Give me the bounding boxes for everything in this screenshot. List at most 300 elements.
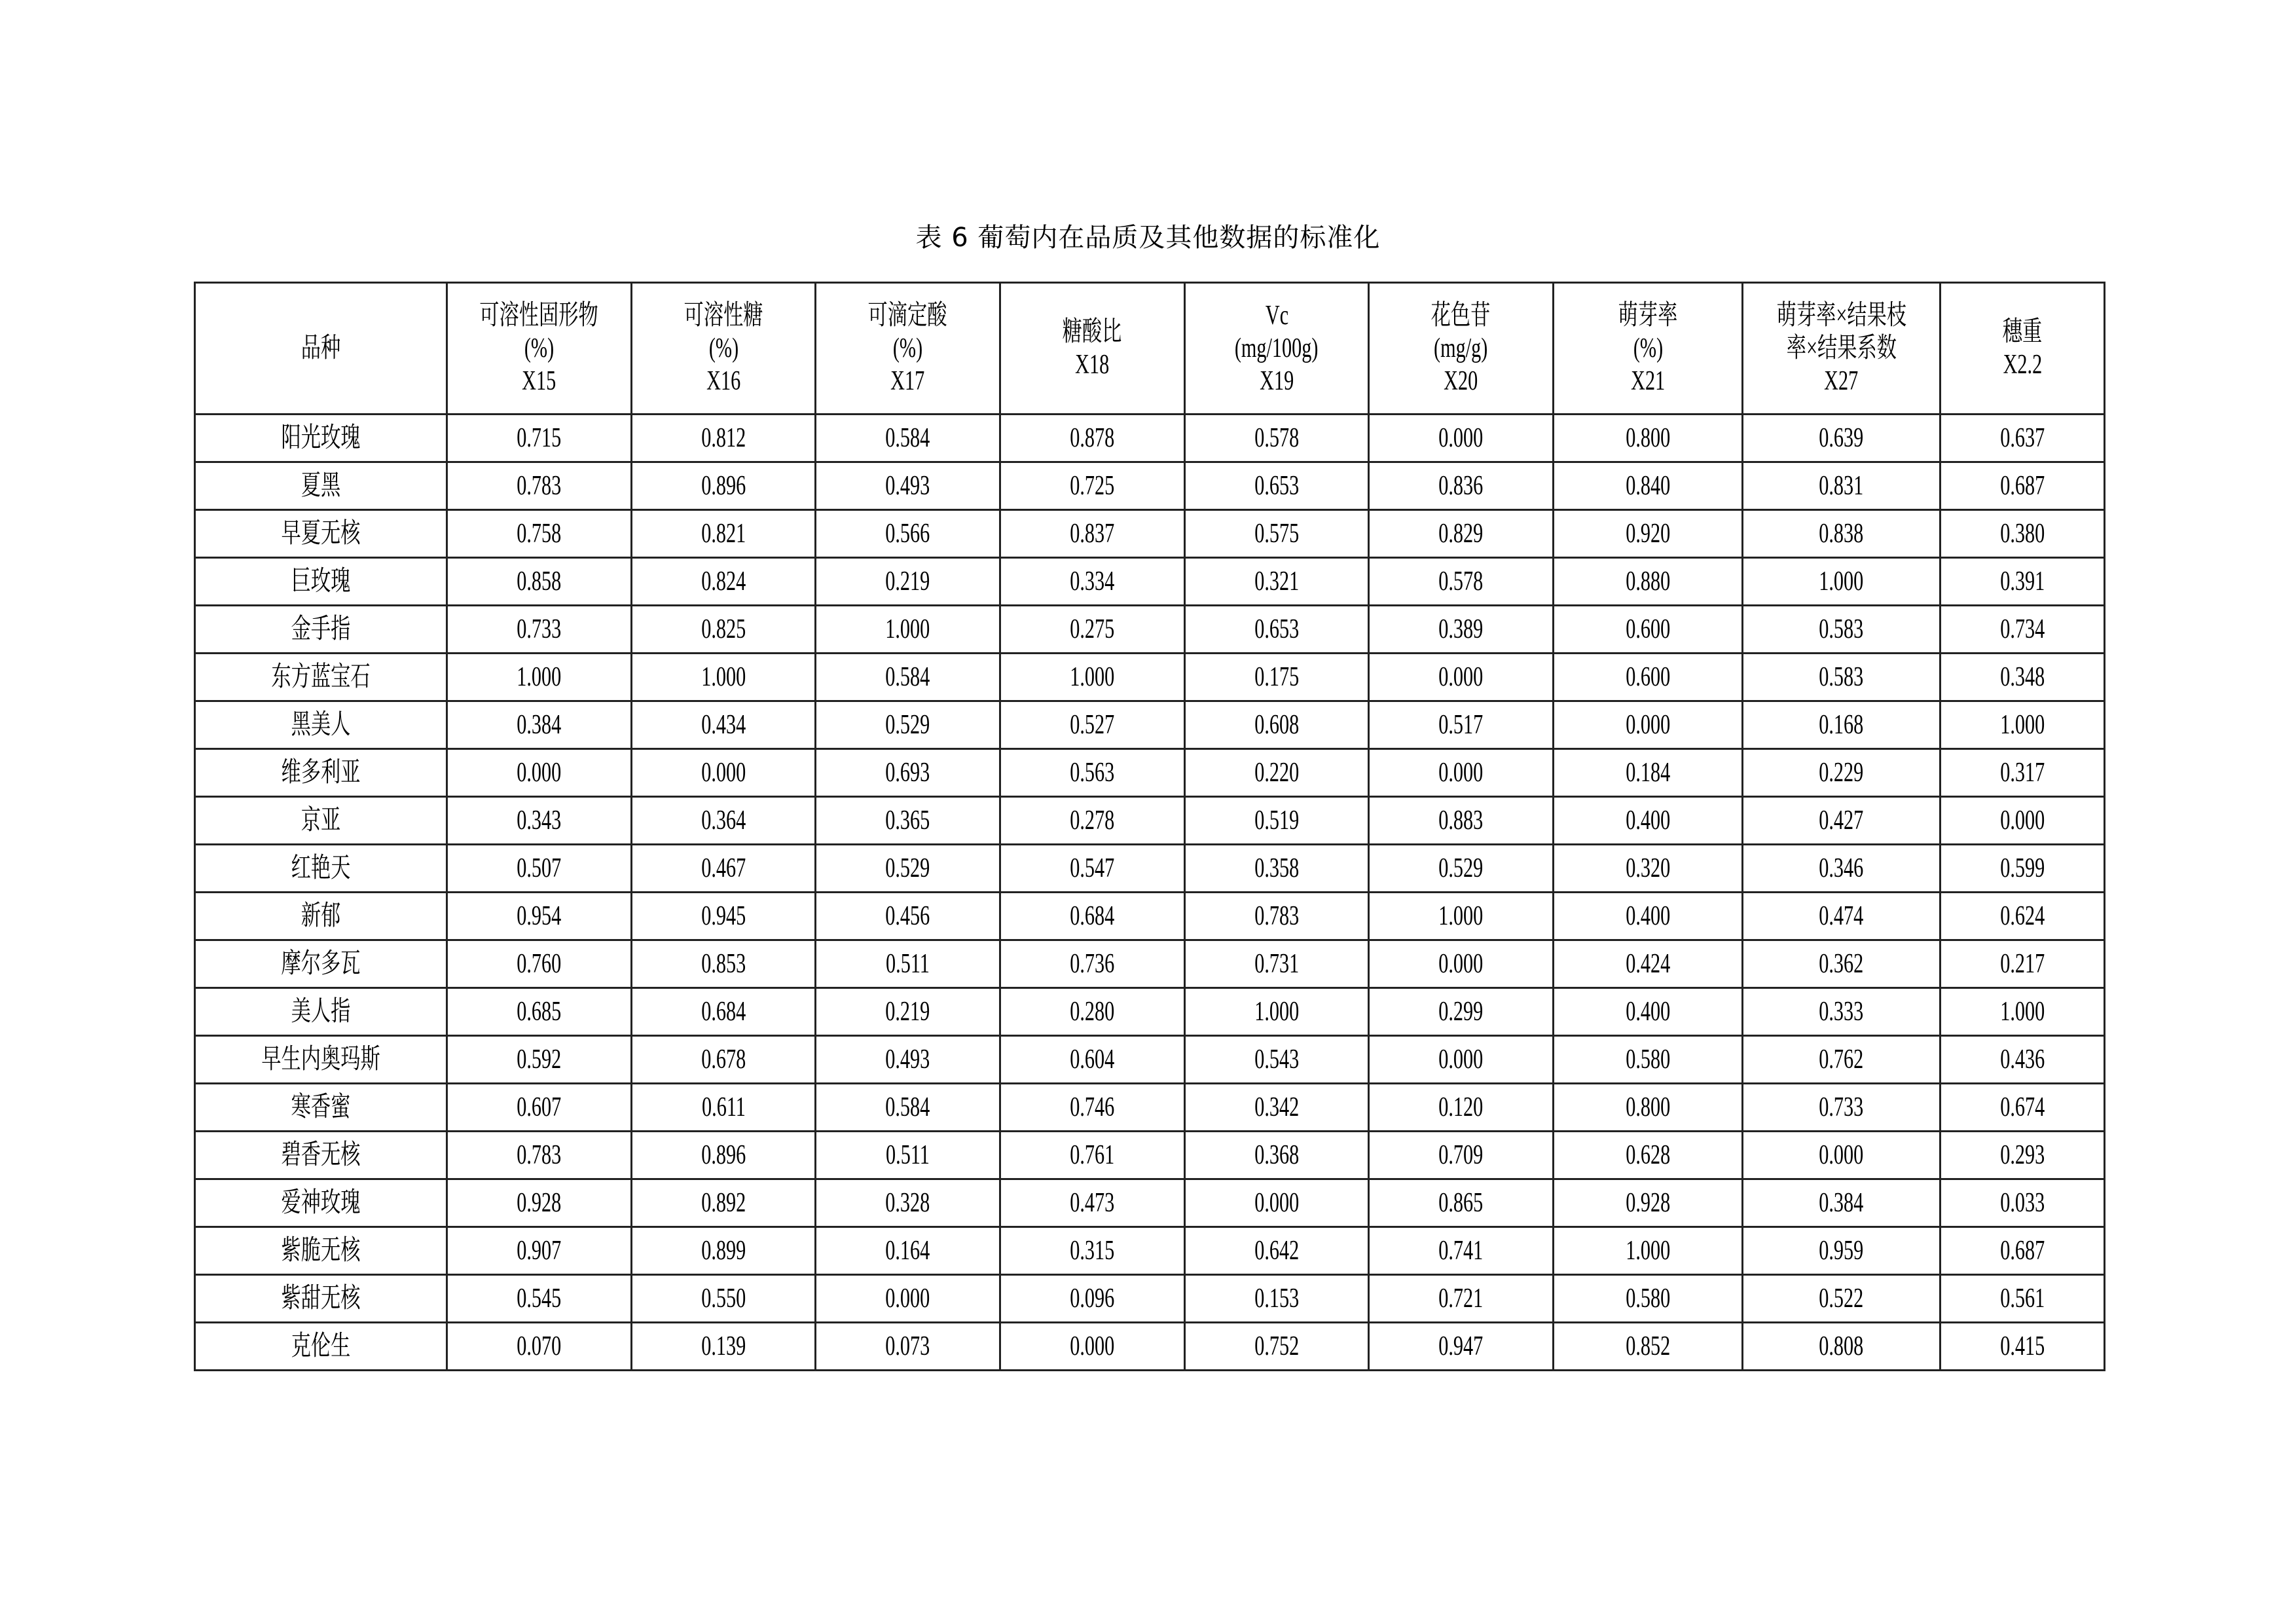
value-cell-titratable-acid-x17 (816, 1132, 1000, 1179)
value-cell-germination-fruiting-product-x27 (1743, 1227, 1941, 1275)
value-cell-soluble-sugar-x16 (632, 654, 816, 701)
value-cell-sugar-acid-ratio-x18 (1000, 797, 1185, 845)
column-header-line: X2.2 (2003, 350, 2042, 380)
standardization-table (194, 282, 2105, 1371)
cell-value: 0.389 (1438, 614, 1484, 644)
cell-value: 0.346 (1819, 853, 1864, 883)
cell-value: 0.653 (1254, 471, 1300, 501)
cell-value: 0.493 (885, 471, 930, 501)
cell-value: 0.836 (1438, 471, 1484, 501)
value-cell-cluster-weight-x2-2 (1941, 558, 2105, 606)
value-cell-vc-x19 (1185, 845, 1369, 893)
cell-value: 0.684 (1070, 901, 1115, 931)
column-header-germination-fruiting-product-x27 (1743, 283, 1941, 415)
cell-value: 0.529 (885, 853, 930, 883)
cell-value: 0.685 (517, 997, 562, 1027)
cell-value: 0.746 (1070, 1092, 1115, 1122)
value-cell-vc-x19 (1185, 510, 1369, 558)
variety-name: 碧香无核 (281, 1140, 361, 1170)
variety-cell (195, 1275, 447, 1323)
value-cell-soluble-solids-x15 (447, 510, 632, 558)
cell-value: 0.545 (517, 1283, 562, 1314)
value-cell-vc-x19 (1185, 988, 1369, 1036)
variety-cell (195, 1036, 447, 1084)
cell-value: 0.293 (1999, 1140, 2045, 1170)
cell-value: 0.229 (1819, 758, 1864, 788)
cell-value: 0.543 (1254, 1044, 1300, 1075)
cell-value: 0.550 (701, 1283, 746, 1314)
value-cell-germination-fruiting-product-x27 (1743, 1132, 1941, 1179)
value-cell-anthocyanin-x20 (1369, 845, 1554, 893)
cell-value: 0.365 (885, 805, 930, 836)
value-cell-cluster-weight-x2-2 (1941, 462, 2105, 510)
value-cell-cluster-weight-x2-2 (1941, 749, 2105, 797)
cell-value: 0.947 (1438, 1331, 1484, 1361)
cell-value: 0.945 (701, 901, 746, 931)
cell-value: 0.321 (1254, 566, 1300, 597)
cell-value: 0.164 (885, 1236, 930, 1266)
value-cell-anthocyanin-x20 (1369, 1084, 1554, 1132)
cell-value: 0.639 (1819, 423, 1864, 453)
value-cell-germination-fruiting-product-x27 (1743, 654, 1941, 701)
cell-value: 0.954 (517, 901, 562, 931)
value-cell-germination-fruiting-product-x27 (1743, 1275, 1941, 1323)
value-cell-soluble-sugar-x16 (632, 749, 816, 797)
value-cell-germination-fruiting-product-x27 (1743, 1036, 1941, 1084)
cell-value: 0.384 (517, 710, 562, 740)
cell-value: 0.580 (1625, 1044, 1671, 1075)
table-row (195, 1084, 2105, 1132)
value-cell-soluble-solids-x15 (447, 749, 632, 797)
value-cell-anthocyanin-x20 (1369, 893, 1554, 940)
cell-value: 0.511 (886, 949, 930, 979)
value-cell-germination-rate-x21 (1554, 1084, 1743, 1132)
value-cell-cluster-weight-x2-2 (1941, 1227, 2105, 1275)
value-cell-soluble-sugar-x16 (632, 415, 816, 462)
cell-value: 0.578 (1254, 423, 1300, 453)
value-cell-soluble-sugar-x16 (632, 1036, 816, 1084)
cell-value: 0.899 (701, 1236, 746, 1266)
cell-value: 0.604 (1070, 1044, 1115, 1075)
table-row (195, 1179, 2105, 1227)
cell-value: 0.584 (885, 423, 930, 453)
cell-value: 0.642 (1254, 1236, 1300, 1266)
variety-cell (195, 510, 447, 558)
value-cell-sugar-acid-ratio-x18 (1000, 988, 1185, 1036)
value-cell-cluster-weight-x2-2 (1941, 845, 2105, 893)
cell-value: 0.000 (1438, 758, 1484, 788)
cell-value: 0.317 (1999, 758, 2045, 788)
cell-value: 0.522 (1819, 1283, 1864, 1314)
cell-value: 0.608 (1254, 710, 1300, 740)
cell-value: 0.800 (1625, 423, 1671, 453)
cell-value: 1.000 (1999, 997, 2045, 1027)
cell-value: 0.400 (1625, 805, 1671, 836)
value-cell-germination-fruiting-product-x27 (1743, 462, 1941, 510)
value-cell-vc-x19 (1185, 1323, 1369, 1371)
variety-name: 紫脆无核 (281, 1236, 361, 1266)
cell-value: 0.592 (517, 1044, 562, 1075)
variety-name: 紫甜无核 (281, 1283, 361, 1314)
cell-value: 0.725 (1070, 471, 1115, 501)
value-cell-titratable-acid-x17 (816, 1323, 1000, 1371)
column-header-soluble-solids-x15 (447, 283, 632, 415)
column-header-line: X16 (706, 366, 741, 396)
variety-name: 阳光玫瑰 (281, 423, 361, 453)
cell-value: 0.070 (517, 1331, 562, 1361)
cell-value: 0.607 (517, 1092, 562, 1122)
cell-value: 0.153 (1254, 1283, 1300, 1314)
value-cell-sugar-acid-ratio-x18 (1000, 462, 1185, 510)
cell-value: 0.600 (1625, 614, 1671, 644)
cell-value: 0.693 (885, 758, 930, 788)
cell-value: 0.959 (1819, 1236, 1864, 1266)
cell-value: 0.928 (517, 1188, 562, 1218)
value-cell-germination-rate-x21 (1554, 415, 1743, 462)
cell-value: 0.033 (1999, 1188, 2045, 1218)
value-cell-soluble-sugar-x16 (632, 558, 816, 606)
value-cell-titratable-acid-x17 (816, 845, 1000, 893)
cell-value: 0.865 (1438, 1188, 1484, 1218)
variety-name: 金手指 (291, 614, 351, 644)
cell-value: 0.611 (701, 1092, 746, 1122)
value-cell-germination-rate-x21 (1554, 1323, 1743, 1371)
cell-value: 0.578 (1438, 566, 1484, 597)
cell-value: 1.000 (1819, 566, 1864, 597)
variety-name: 美人指 (291, 997, 351, 1027)
value-cell-germination-fruiting-product-x27 (1743, 558, 1941, 606)
table-row (195, 797, 2105, 845)
value-cell-soluble-sugar-x16 (632, 940, 816, 988)
cell-value: 0.529 (885, 710, 930, 740)
value-cell-titratable-acid-x17 (816, 988, 1000, 1036)
cell-value: 0.358 (1254, 853, 1300, 883)
value-cell-cluster-weight-x2-2 (1941, 1179, 2105, 1227)
value-cell-cluster-weight-x2-2 (1941, 1036, 2105, 1084)
cell-value: 0.709 (1438, 1140, 1484, 1170)
cell-value: 0.733 (517, 614, 562, 644)
value-cell-vc-x19 (1185, 462, 1369, 510)
cell-value: 0.561 (1999, 1283, 2045, 1314)
value-cell-soluble-solids-x15 (447, 654, 632, 701)
cell-value: 0.220 (1254, 758, 1300, 788)
value-cell-germination-rate-x21 (1554, 845, 1743, 893)
table-row (195, 510, 2105, 558)
value-cell-sugar-acid-ratio-x18 (1000, 510, 1185, 558)
column-header-line: X21 (1630, 366, 1666, 396)
variety-cell (195, 988, 447, 1036)
value-cell-anthocyanin-x20 (1369, 940, 1554, 988)
cell-value: 0.837 (1070, 519, 1115, 549)
value-cell-germination-fruiting-product-x27 (1743, 988, 1941, 1036)
value-cell-sugar-acid-ratio-x18 (1000, 606, 1185, 654)
cell-value: 0.824 (701, 566, 746, 597)
value-cell-cluster-weight-x2-2 (1941, 1132, 2105, 1179)
variety-name: 维多利亚 (281, 758, 361, 788)
cell-value: 0.733 (1819, 1092, 1864, 1122)
cell-value: 0.434 (701, 710, 746, 740)
value-cell-vc-x19 (1185, 940, 1369, 988)
value-cell-germination-rate-x21 (1554, 510, 1743, 558)
cell-value: 1.000 (701, 662, 746, 692)
value-cell-titratable-acid-x17 (816, 940, 1000, 988)
table-row (195, 1323, 2105, 1371)
value-cell-soluble-solids-x15 (447, 1036, 632, 1084)
cell-value: 0.348 (1999, 662, 2045, 692)
value-cell-titratable-acid-x17 (816, 1275, 1000, 1323)
value-cell-soluble-sugar-x16 (632, 1227, 816, 1275)
cell-value: 0.825 (701, 614, 746, 644)
cell-value: 0.320 (1625, 853, 1671, 883)
value-cell-cluster-weight-x2-2 (1941, 606, 2105, 654)
variety-name: 克伦生 (291, 1331, 351, 1361)
table-body (195, 415, 2105, 1371)
value-cell-anthocyanin-x20 (1369, 749, 1554, 797)
value-cell-sugar-acid-ratio-x18 (1000, 1323, 1185, 1371)
cell-value: 0.637 (1999, 423, 2045, 453)
cell-value: 1.000 (1438, 901, 1484, 931)
cell-value: 0.400 (1625, 901, 1671, 931)
cell-value: 0.000 (1625, 710, 1671, 740)
cell-value: 0.380 (1999, 519, 2045, 549)
value-cell-germination-fruiting-product-x27 (1743, 510, 1941, 558)
value-cell-germination-rate-x21 (1554, 558, 1743, 606)
cell-value: 0.880 (1625, 566, 1671, 597)
cell-value: 0.217 (1999, 949, 2045, 979)
value-cell-vc-x19 (1185, 1036, 1369, 1084)
value-cell-cluster-weight-x2-2 (1941, 893, 2105, 940)
value-cell-germination-rate-x21 (1554, 1227, 1743, 1275)
value-cell-titratable-acid-x17 (816, 462, 1000, 510)
cell-value: 0.343 (517, 805, 562, 836)
column-header-line: X20 (1444, 366, 1478, 396)
cell-value: 0.511 (886, 1140, 930, 1170)
column-header-soluble-sugar-x16 (632, 283, 816, 415)
variety-name: 早生内奥玛斯 (261, 1044, 380, 1075)
value-cell-soluble-sugar-x16 (632, 606, 816, 654)
column-header-line: (%) (524, 333, 555, 363)
value-cell-cluster-weight-x2-2 (1941, 1323, 2105, 1371)
cell-value: 0.580 (1625, 1283, 1671, 1314)
cell-value: 0.812 (701, 423, 746, 453)
cell-value: 0.493 (885, 1044, 930, 1075)
column-header-line: 品种 (301, 333, 341, 363)
value-cell-soluble-solids-x15 (447, 415, 632, 462)
column-header-titratable-acid-x17 (816, 283, 1000, 415)
column-header-vc-x19 (1185, 283, 1369, 415)
value-cell-anthocyanin-x20 (1369, 1132, 1554, 1179)
variety-cell (195, 1084, 447, 1132)
variety-cell (195, 1227, 447, 1275)
value-cell-cluster-weight-x2-2 (1941, 415, 2105, 462)
cell-value: 0.741 (1438, 1236, 1484, 1266)
value-cell-sugar-acid-ratio-x18 (1000, 1275, 1185, 1323)
value-cell-soluble-solids-x15 (447, 797, 632, 845)
cell-value: 0.415 (1999, 1331, 2045, 1361)
cell-value: 0.575 (1254, 519, 1300, 549)
value-cell-soluble-solids-x15 (447, 1084, 632, 1132)
cell-value: 0.280 (1070, 997, 1115, 1027)
cell-value: 0.473 (1070, 1188, 1115, 1218)
cell-value: 0.783 (517, 1140, 562, 1170)
value-cell-cluster-weight-x2-2 (1941, 701, 2105, 749)
cell-value: 0.653 (1254, 614, 1300, 644)
value-cell-soluble-sugar-x16 (632, 701, 816, 749)
value-cell-sugar-acid-ratio-x18 (1000, 415, 1185, 462)
value-cell-germination-rate-x21 (1554, 893, 1743, 940)
value-cell-anthocyanin-x20 (1369, 415, 1554, 462)
cell-value: 0.000 (517, 758, 562, 788)
table-row (195, 845, 2105, 893)
column-header-sugar-acid-ratio-x18 (1000, 283, 1185, 415)
cell-value: 0.883 (1438, 805, 1484, 836)
cell-value: 0.000 (1438, 949, 1484, 979)
variety-cell (195, 701, 447, 749)
cell-value: 0.624 (1999, 901, 2045, 931)
value-cell-titratable-acid-x17 (816, 797, 1000, 845)
cell-value: 0.858 (517, 566, 562, 597)
cell-value: 0.368 (1254, 1140, 1300, 1170)
value-cell-soluble-solids-x15 (447, 701, 632, 749)
value-cell-germination-rate-x21 (1554, 988, 1743, 1036)
value-cell-vc-x19 (1185, 1084, 1369, 1132)
cell-value: 0.328 (885, 1188, 930, 1218)
column-header-line: (%) (1633, 333, 1663, 363)
value-cell-soluble-sugar-x16 (632, 510, 816, 558)
cell-value: 0.362 (1819, 949, 1864, 979)
cell-value: 0.752 (1254, 1331, 1300, 1361)
value-cell-germination-rate-x21 (1554, 940, 1743, 988)
value-cell-sugar-acid-ratio-x18 (1000, 1227, 1185, 1275)
value-cell-germination-fruiting-product-x27 (1743, 1084, 1941, 1132)
value-cell-anthocyanin-x20 (1369, 1275, 1554, 1323)
value-cell-vc-x19 (1185, 1179, 1369, 1227)
value-cell-anthocyanin-x20 (1369, 606, 1554, 654)
column-header-line: 可溶性固形物 (479, 301, 599, 331)
column-header-line: 花色苷 (1431, 301, 1491, 331)
value-cell-soluble-solids-x15 (447, 1179, 632, 1227)
value-cell-titratable-acid-x17 (816, 1179, 1000, 1227)
cell-value: 0.219 (885, 566, 930, 597)
table-row (195, 1132, 2105, 1179)
cell-value: 0.000 (1438, 423, 1484, 453)
cell-value: 0.584 (885, 662, 930, 692)
value-cell-soluble-solids-x15 (447, 1132, 632, 1179)
cell-value: 0.852 (1625, 1331, 1671, 1361)
cell-value: 0.278 (1070, 805, 1115, 836)
table-row (195, 893, 2105, 940)
cell-value: 1.000 (517, 662, 562, 692)
variety-name: 红艳天 (291, 853, 351, 883)
value-cell-anthocyanin-x20 (1369, 797, 1554, 845)
cell-value: 0.783 (1254, 901, 1300, 931)
cell-value: 0.000 (1254, 1188, 1300, 1218)
cell-value: 0.783 (517, 471, 562, 501)
cell-value: 0.342 (1254, 1092, 1300, 1122)
variety-name: 早夏无核 (281, 519, 361, 549)
value-cell-soluble-sugar-x16 (632, 988, 816, 1036)
table-row (195, 749, 2105, 797)
table-row (195, 988, 2105, 1036)
value-cell-germination-fruiting-product-x27 (1743, 797, 1941, 845)
cell-value: 0.507 (517, 853, 562, 883)
value-cell-soluble-solids-x15 (447, 558, 632, 606)
variety-cell (195, 749, 447, 797)
variety-cell (195, 845, 447, 893)
cell-value: 0.829 (1438, 519, 1484, 549)
variety-name: 东方蓝宝石 (271, 662, 371, 692)
cell-value: 0.687 (1999, 1236, 2045, 1266)
value-cell-vc-x19 (1185, 415, 1369, 462)
cell-value: 0.474 (1819, 901, 1864, 931)
value-cell-anthocyanin-x20 (1369, 988, 1554, 1036)
value-cell-sugar-acid-ratio-x18 (1000, 701, 1185, 749)
cell-value: 0.566 (885, 519, 930, 549)
cell-value: 0.758 (517, 519, 562, 549)
table-row (195, 1275, 2105, 1323)
column-header-line: X18 (1075, 350, 1110, 380)
value-cell-soluble-sugar-x16 (632, 797, 816, 845)
cell-value: 0.760 (517, 949, 562, 979)
value-cell-anthocyanin-x20 (1369, 654, 1554, 701)
value-cell-soluble-sugar-x16 (632, 462, 816, 510)
column-header-line: 萌芽率 (1618, 301, 1678, 331)
cell-value: 0.762 (1819, 1044, 1864, 1075)
value-cell-sugar-acid-ratio-x18 (1000, 749, 1185, 797)
table-row (195, 1036, 2105, 1084)
cell-value: 1.000 (1999, 710, 2045, 740)
cell-value: 0.517 (1438, 710, 1484, 740)
value-cell-anthocyanin-x20 (1369, 510, 1554, 558)
value-cell-soluble-solids-x15 (447, 845, 632, 893)
value-cell-germination-rate-x21 (1554, 797, 1743, 845)
value-cell-vc-x19 (1185, 701, 1369, 749)
variety-cell (195, 797, 447, 845)
column-header-cluster-weight-x2-2 (1941, 283, 2105, 415)
value-cell-anthocyanin-x20 (1369, 701, 1554, 749)
cell-value: 0.687 (1999, 471, 2045, 501)
column-header-line: X17 (890, 366, 925, 396)
cell-value: 0.467 (701, 853, 746, 883)
value-cell-sugar-acid-ratio-x18 (1000, 940, 1185, 988)
column-header-line: 穗重 (2002, 317, 2043, 347)
table-header (195, 283, 2105, 415)
value-cell-vc-x19 (1185, 749, 1369, 797)
cell-value: 0.384 (1819, 1188, 1864, 1218)
cell-value: 0.275 (1070, 614, 1115, 644)
value-cell-vc-x19 (1185, 654, 1369, 701)
cell-value: 0.853 (701, 949, 746, 979)
value-cell-soluble-sugar-x16 (632, 1275, 816, 1323)
value-cell-sugar-acid-ratio-x18 (1000, 893, 1185, 940)
value-cell-sugar-acid-ratio-x18 (1000, 654, 1185, 701)
variety-name: 爱神玫瑰 (281, 1188, 361, 1218)
value-cell-anthocyanin-x20 (1369, 1227, 1554, 1275)
value-cell-germination-fruiting-product-x27 (1743, 606, 1941, 654)
value-cell-soluble-sugar-x16 (632, 893, 816, 940)
value-cell-soluble-sugar-x16 (632, 1084, 816, 1132)
cell-value: 0.527 (1070, 710, 1115, 740)
value-cell-sugar-acid-ratio-x18 (1000, 1179, 1185, 1227)
value-cell-soluble-sugar-x16 (632, 1323, 816, 1371)
value-cell-titratable-acid-x17 (816, 1227, 1000, 1275)
cell-value: 0.529 (1438, 853, 1484, 883)
value-cell-soluble-sugar-x16 (632, 1179, 816, 1227)
value-cell-titratable-acid-x17 (816, 654, 1000, 701)
value-cell-soluble-solids-x15 (447, 1275, 632, 1323)
column-header-germination-rate-x21 (1554, 283, 1743, 415)
value-cell-vc-x19 (1185, 797, 1369, 845)
